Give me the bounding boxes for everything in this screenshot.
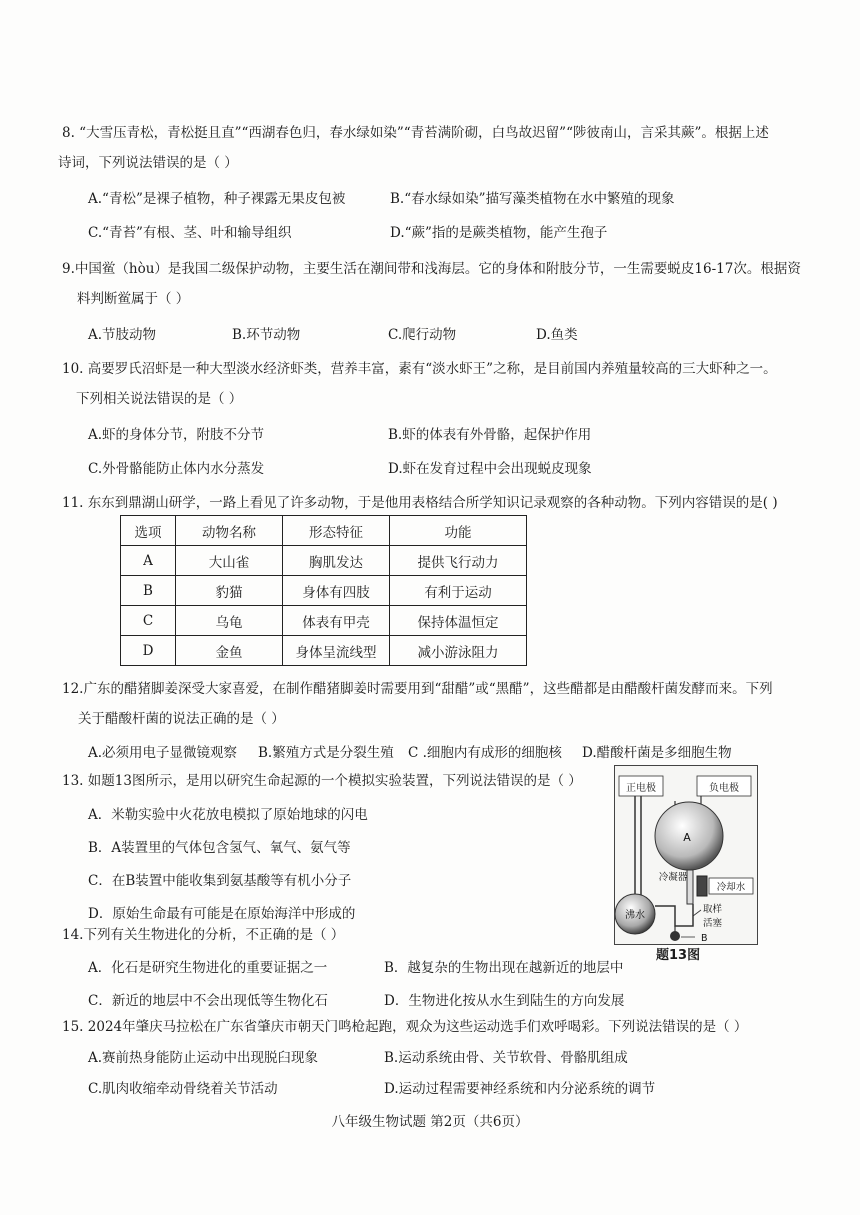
label-sampling: 取样: [703, 904, 723, 915]
question-8-option-c: C.“青苔”有根、茎、叶和输导组织: [88, 225, 292, 241]
table-cell: A: [121, 546, 176, 576]
question-12-option-b: B.繁殖方式是分裂生殖: [258, 745, 394, 761]
question-15-option-d: D.运动过程需要神经系统和内分泌系统的调节: [384, 1081, 656, 1097]
question-9-option-d: D.鱼类: [536, 327, 578, 343]
label-valve: 活塞: [703, 918, 723, 929]
question-12-line2: 关于醋酸杆菌的说法正确的是（ ）: [78, 711, 285, 727]
question-10-option-a: A.虾的身体分节，附肢不分节: [88, 427, 265, 443]
table-header-cell: 动物名称: [176, 516, 283, 546]
label-condenser: 冷凝器: [658, 872, 688, 883]
table-row: [121, 576, 527, 606]
question-13-option-c: C．在B装置中能收集到氨基酸等有机小分子: [88, 873, 352, 889]
question-9-option-c: C.爬行动物: [388, 327, 457, 343]
question-15-option-b: B.运动系统由骨、关节软骨、骨骼肌组成: [384, 1050, 628, 1066]
table-cell: 金鱼: [176, 636, 283, 666]
question-15-line1: 15. 2024年肇庆马拉松在广东省肇庆市朝天门鸣枪起跑，观众为这些运动选手们欢呼喝彩。下列说法错误的是（ ）: [62, 1019, 748, 1035]
question-8: [58, 118, 802, 248]
question-13-option-d: D．原始生命最有可能是在原始海洋中形成的: [88, 906, 356, 922]
label-flask-b: B: [701, 933, 708, 944]
table-header-row: [121, 516, 527, 546]
table-header-cell: 形态特征: [283, 516, 390, 546]
table-cell: 保持体温恒定: [390, 606, 527, 636]
question-13-option-b: B．A装置里的气体包含氢气、氧气、氨气等: [88, 840, 351, 856]
label-positive-electrode: 正电极: [626, 783, 656, 794]
label-boiling-water: 沸水: [625, 910, 645, 921]
question-14-option-d: D．生物进化按从水生到陆生的方向发展: [384, 993, 625, 1009]
question-10-line2: 下列相关说法错误的是（ ）: [76, 391, 243, 407]
figure-13-caption: 题13图: [656, 948, 701, 963]
question-11-line1: 11. 东东到鼎湖山研学，一路上看见了许多动物，于是他用表格结合所学知识记录观察的各种动物。下列内容错误的是( ): [62, 495, 778, 511]
label-negative-electrode: 负电极: [709, 783, 739, 794]
table-cell: 有利于运动: [390, 576, 527, 606]
table-cell: 减小游泳阻力: [390, 636, 527, 666]
question-15-option-c: C.肌肉收缩牵动骨绕着关节活动: [88, 1081, 278, 1097]
question-11-table: [120, 515, 527, 666]
question-8-option-d: D.“蕨”指的是蕨类植物，能产生孢子: [390, 225, 608, 241]
question-14-option-a: A．化石是研究生物进化的重要证据之一: [88, 960, 328, 976]
question-8-line1: 8. “大雪压青松，青松挺且直”“西湖春色归，春水绿如染”“青苔满阶砌，白鸟故迟留”“陟彼南山，言采其蕨”。根据上述: [62, 125, 769, 141]
question-9: [62, 254, 802, 350]
question-8-line2: 诗词，下列说法错误的是（ ）: [58, 155, 238, 171]
question-14-option-b: B．越复杂的生物出现在越新近的地层中: [384, 960, 624, 976]
question-10: [62, 354, 802, 484]
question-10-option-c: C.外骨骼能防止体内水分蒸发: [88, 461, 265, 477]
figure-13-miller-apparatus: [614, 765, 758, 945]
table-header-cell: 功能: [390, 516, 527, 546]
question-11: [62, 488, 802, 518]
question-13-line1: 13. 如题13图所示，是用以研究生命起源的一个模拟实验装置，下列说法错误的是（ ）: [62, 773, 582, 789]
table-row: [121, 546, 527, 576]
table-cell: 身体呈流线型: [283, 636, 390, 666]
question-12-option-c: C .细胞内有成形的细胞核: [408, 745, 562, 761]
question-10-option-b: B.虾的体表有外骨骼，起保护作用: [388, 427, 592, 443]
question-14-option-c: C．新近的地层中不会出现低等生物化石: [88, 993, 328, 1009]
question-10-line1: 10. 高要罗氏沼虾是一种大型淡水经济虾类，营养丰富，素有“淡水虾王”之称，是目前国内养殖量较高的三大虾种之一。: [62, 361, 777, 377]
question-9-option-b: B.环节动物: [232, 327, 301, 343]
table-header-cell: 选项: [121, 516, 176, 546]
table-cell: B: [121, 576, 176, 606]
question-15-option-a: A.赛前热身能防止运动中出现脱臼现象: [88, 1050, 319, 1066]
question-13-option-a: A．米勒实验中火花放电模拟了原始地球的闪电: [88, 807, 368, 823]
question-12-line1: 12.广东的醋猪脚姜深受大家喜爱，在制作醋猪脚姜时需要用到“甜醋”或“黑醋”，这些醋都是由醋酸杆菌发酵而来。下列: [62, 681, 773, 697]
table-row: [121, 606, 527, 636]
page-footer: 八年级生物试题 第2页（共6页）: [331, 1114, 529, 1130]
question-8-option-b: B.“春水绿如染”描写藻类植物在水中繁殖的现象: [390, 191, 675, 207]
question-9-option-a: A.节肢动物: [88, 327, 157, 343]
question-12-option-a: A.必须用电子显微镜观察: [88, 745, 238, 761]
question-9-line1: 9.中国鲎（hòu）是我国二级保护动物，主要生活在潮间带和浅海层。它的身体和附肢分节，一生需要蜕皮16-17次。根据资: [62, 261, 801, 277]
question-14: [62, 920, 802, 1016]
question-9-line2: 料判断鲎属于（ ）: [77, 291, 190, 307]
table-cell: 胸肌发达: [283, 546, 390, 576]
table-cell: 豹猫: [176, 576, 283, 606]
table-cell: 提供飞行动力: [390, 546, 527, 576]
table-cell: 体表有甲壳: [283, 606, 390, 636]
table-cell: 身体有四肢: [283, 576, 390, 606]
label-flask-a: A: [683, 831, 691, 844]
table-cell: 乌龟: [176, 606, 283, 636]
table-cell: 大山雀: [176, 546, 283, 576]
table-cell: D: [121, 636, 176, 666]
miller-apparatus-diagram: [615, 766, 757, 944]
question-13: [62, 766, 622, 929]
table-row: [121, 636, 527, 666]
question-8-option-a: A.“青松”是裸子植物，种子裸露无果皮包被: [88, 191, 346, 207]
table-cell: C: [121, 606, 176, 636]
question-14-line1: 14.下列有关生物进化的分析，不正确的是（ ）: [62, 927, 345, 943]
label-cooling-water: 冷却水: [716, 882, 746, 893]
question-12: [62, 674, 802, 768]
question-10-option-d: D.虾在发育过程中会出现蜕皮现象: [388, 461, 592, 477]
question-15: [62, 1012, 802, 1104]
question-12-option-d: D.醋酸杆菌是多细胞生物: [582, 745, 732, 761]
